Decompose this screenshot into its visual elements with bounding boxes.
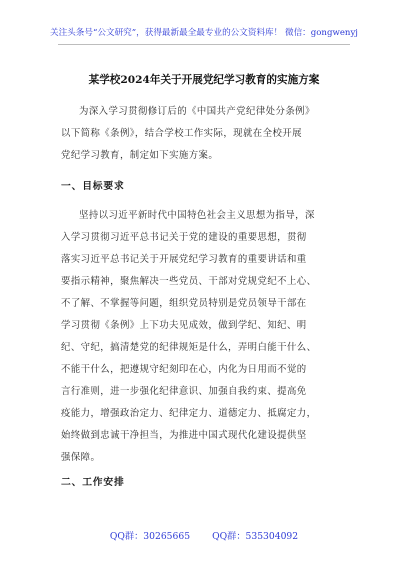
section-heading-work-arrangement: 二、工作安排 xyxy=(61,477,125,488)
intro-line: 为深入学习贯彻修订后的《中国共产党纪律处分条例》 xyxy=(79,106,315,117)
intro-paragraph xyxy=(61,101,351,167)
goals-line: 强保障。 xyxy=(61,452,101,463)
header-divider xyxy=(58,44,350,45)
document-title: 某学校2024年关于开展党纪学习教育的实施方案 xyxy=(88,74,320,86)
goals-line: 要指示精神，聚焦解决一些党员、干部对党规党纪不上心、 xyxy=(61,276,317,287)
goals-line: 落实习近平总书记关于开展党纪学习教育的重要讲话和重 xyxy=(61,254,307,265)
goals-line: 始终做到忠诚干净担当，为推进中国式现代化建设提供坚 xyxy=(61,430,307,441)
intro-line: 党纪学习教育，制定如下实施方案。 xyxy=(61,150,219,161)
goals-line: 不能干什么，把遵规守纪刻印在心，内化为日用而不觉的 xyxy=(61,364,307,375)
header-notice: 关注头条号“公文研究”，获得最新最全最专业的公文资料库！ 微信：gongwenyj xyxy=(50,28,358,38)
section-heading-goals: 一、目标要求 xyxy=(61,181,125,192)
goals-line: 言行准则，进一步强化纪律意识、加强自我约束、提高免 xyxy=(61,386,307,397)
goals-line: 学习贯彻《条例》上下功夫见成效，做到学纪、知纪、明 xyxy=(61,320,307,331)
goals-line: 纪、守纪，搞清楚党的纪律规矩是什么，弄明白能干什么、 xyxy=(61,342,317,353)
goals-line: 坚持以习近平新时代中国特色社会主义思想为指导，深 xyxy=(79,210,315,221)
goals-line: 不了解、不掌握等问题，组织党员特别是党员领导干部在 xyxy=(61,298,307,309)
intro-line: 以下简称《条例》，结合学校工作实际，现就在全校开展 xyxy=(61,128,302,139)
footer-qq-group-2: QQ群：535304092 xyxy=(212,531,299,542)
goals-paragraph xyxy=(61,205,351,469)
footer-contact xyxy=(0,528,408,542)
goals-line: 入学习贯彻习近平总书记关于党的建设的重要思想，贯彻 xyxy=(61,232,307,243)
footer-qq-group-1: QQ群：30265665 xyxy=(109,531,191,542)
goals-line: 疫能力，增强政治定力、纪律定力、道德定力、抵腐定力， xyxy=(61,408,317,419)
